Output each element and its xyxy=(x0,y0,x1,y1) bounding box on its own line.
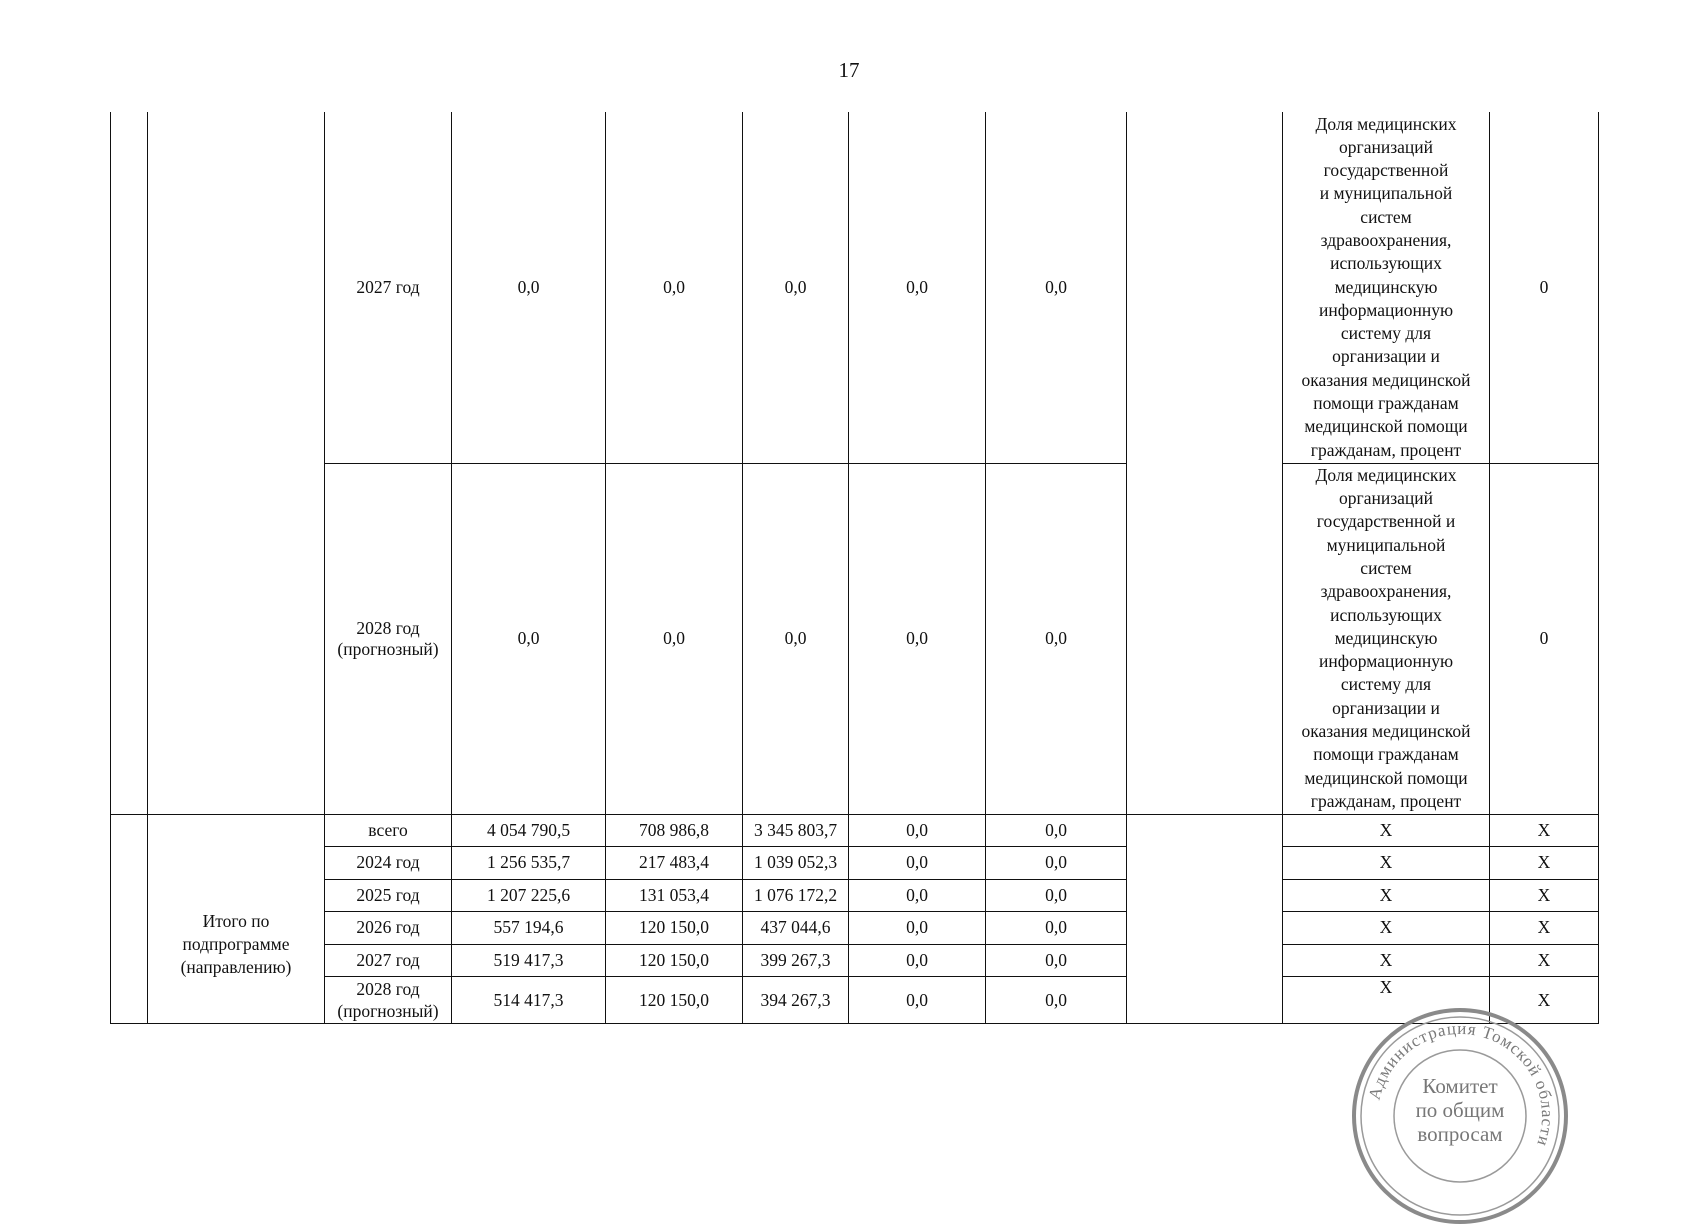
indicator-line: гражданам, процент xyxy=(1310,439,1462,460)
name-cell xyxy=(148,112,325,814)
indicator-line: организаций xyxy=(1339,488,1433,509)
indicator-line: систем xyxy=(1360,206,1412,227)
value-cell: 394 267,3 xyxy=(743,977,849,1024)
year-line: (прогнозный) xyxy=(337,1001,439,1021)
value-cell: 0,0 xyxy=(849,463,986,814)
table-row xyxy=(111,879,1599,912)
indicator-line: государственной и xyxy=(1316,511,1456,532)
indicator-line: помощи гражданам xyxy=(1313,393,1459,414)
x-cell: X xyxy=(1490,814,1599,847)
x-cell: X xyxy=(1490,879,1599,912)
number-cell xyxy=(111,112,148,814)
value-cell: 0,0 xyxy=(743,112,849,463)
indicator-line: использующих xyxy=(1330,604,1442,625)
indicator-line: систем xyxy=(1360,557,1412,578)
value-cell: 0,0 xyxy=(849,977,986,1024)
x-cell: X xyxy=(1490,847,1599,880)
indicator-line: Доля медицинских xyxy=(1315,113,1457,134)
value-cell: 3 345 803,7 xyxy=(743,814,849,847)
value-cell: 0,0 xyxy=(986,944,1127,977)
indicator-line: оказания медицинской xyxy=(1301,721,1471,742)
value-cell: 437 044,6 xyxy=(743,912,849,945)
stamp-center-line: вопросам xyxy=(1417,1122,1503,1146)
year-line: 2028 год xyxy=(356,979,420,999)
indicator-line: информационную xyxy=(1318,651,1454,672)
indicator-line: медицинской помощи xyxy=(1304,767,1468,788)
official-stamp xyxy=(1349,1005,1571,1227)
table-row xyxy=(111,847,1599,880)
indicator-name-cell xyxy=(1283,463,1490,814)
value-cell: 0,0 xyxy=(986,112,1127,463)
value-cell: 0,0 xyxy=(606,463,743,814)
value-cell: 120 150,0 xyxy=(606,912,743,945)
total-label-cell xyxy=(148,814,325,1024)
indicator-line: использующих xyxy=(1330,253,1442,274)
table-row xyxy=(111,112,1599,463)
table-row xyxy=(111,944,1599,977)
indicator-line: организации и xyxy=(1332,346,1440,367)
value-cell: 557 194,6 xyxy=(452,912,606,945)
x-cell: X xyxy=(1283,814,1490,847)
indicator-text xyxy=(1286,464,1486,813)
indicator-line: и муниципальной xyxy=(1319,183,1453,204)
table-row xyxy=(111,463,1599,814)
value-cell: 0,0 xyxy=(606,112,743,463)
value-cell: 1 076 172,2 xyxy=(743,879,849,912)
table-row xyxy=(111,912,1599,945)
value-cell: 0,0 xyxy=(986,814,1127,847)
indicator-line: медицинскую xyxy=(1334,627,1438,648)
value-cell: 0,0 xyxy=(986,879,1127,912)
indicator-line: муниципальной xyxy=(1326,534,1446,555)
indicator-line: информационную xyxy=(1318,299,1454,320)
total-label: Итого по подпрограмме (направлению) xyxy=(180,911,292,978)
indicator-line: помощи гражданам xyxy=(1313,744,1459,765)
value-cell: 708 986,8 xyxy=(606,814,743,847)
budget-table xyxy=(110,112,1599,1024)
value-cell: 0,0 xyxy=(986,847,1127,880)
year-cell xyxy=(325,463,452,814)
x-cell: X xyxy=(1490,977,1599,1024)
value-cell: 0,0 xyxy=(849,879,986,912)
year-cell: 2026 год xyxy=(325,912,452,945)
indicator-line: систему для xyxy=(1340,674,1432,695)
indicator-name-cell xyxy=(1283,112,1490,463)
value-cell: 217 483,4 xyxy=(606,847,743,880)
x-cell: X xyxy=(1283,944,1490,977)
value-cell: 4 054 790,5 xyxy=(452,814,606,847)
indicator-value-cell: 0 xyxy=(1490,112,1599,463)
year-cell: 2024 год xyxy=(325,847,452,880)
stamp-center-line: Комитет xyxy=(1422,1074,1498,1098)
x-cell: X xyxy=(1283,912,1490,945)
value-cell: 120 150,0 xyxy=(606,977,743,1024)
stamp-center-line: по общим xyxy=(1415,1098,1505,1122)
indicator-line: Доля медицинских xyxy=(1315,464,1457,485)
indicator-line: гражданам, процент xyxy=(1310,790,1462,811)
indicator-line: организации и xyxy=(1332,697,1440,718)
value-cell: 0,0 xyxy=(452,463,606,814)
year-cell: 2027 год xyxy=(325,112,452,463)
value-cell: 0,0 xyxy=(849,912,986,945)
stamp-ring-text: Администрация Томской области xyxy=(1364,1018,1558,1150)
indicator-line: медицинскую xyxy=(1334,276,1438,297)
value-cell: 399 267,3 xyxy=(743,944,849,977)
year-cell xyxy=(325,977,452,1024)
value-cell: 0,0 xyxy=(849,847,986,880)
indicator-line: систему для xyxy=(1340,323,1432,344)
indicator-text xyxy=(1286,113,1486,462)
year-cell: всего xyxy=(325,814,452,847)
value-cell: 1 207 225,6 xyxy=(452,879,606,912)
indicator-line: государственной xyxy=(1323,160,1449,181)
x-cell: X xyxy=(1490,944,1599,977)
x-cell: X xyxy=(1283,977,1490,1024)
value-cell: 120 150,0 xyxy=(606,944,743,977)
value-cell: 0,0 xyxy=(849,112,986,463)
value-cell: 0,0 xyxy=(986,912,1127,945)
value-cell: 514 417,3 xyxy=(452,977,606,1024)
executor-cell xyxy=(1127,814,1283,1024)
page-number: 17 xyxy=(838,58,860,82)
executor-cell xyxy=(1127,112,1283,814)
value-cell: 0,0 xyxy=(849,944,986,977)
indicator-line: здравоохранения, xyxy=(1320,581,1452,602)
value-cell: 131 053,4 xyxy=(606,879,743,912)
year-line: (прогнозный) xyxy=(337,638,439,659)
value-cell: 0,0 xyxy=(849,814,986,847)
x-cell: X xyxy=(1490,912,1599,945)
indicator-line: здравоохранения, xyxy=(1320,230,1452,250)
number-cell xyxy=(111,814,148,1024)
table-row xyxy=(111,814,1599,847)
x-cell: X xyxy=(1283,847,1490,880)
year-cell: 2027 год xyxy=(325,944,452,977)
year-line: 2028 год xyxy=(356,617,420,638)
indicator-line: организаций xyxy=(1339,136,1433,157)
year-cell: 2025 год xyxy=(325,879,452,912)
value-cell: 0,0 xyxy=(986,463,1127,814)
value-cell: 0,0 xyxy=(986,977,1127,1024)
value-cell: 1 256 535,7 xyxy=(452,847,606,880)
indicator-line: медицинской помощи xyxy=(1304,416,1468,437)
value-cell: 0,0 xyxy=(743,463,849,814)
value-cell: 0,0 xyxy=(452,112,606,463)
value-cell: 1 039 052,3 xyxy=(743,847,849,880)
indicator-value-cell: 0 xyxy=(1490,463,1599,814)
value-cell: 519 417,3 xyxy=(452,944,606,977)
x-cell: X xyxy=(1283,879,1490,912)
indicator-line: оказания медицинской xyxy=(1301,369,1471,390)
